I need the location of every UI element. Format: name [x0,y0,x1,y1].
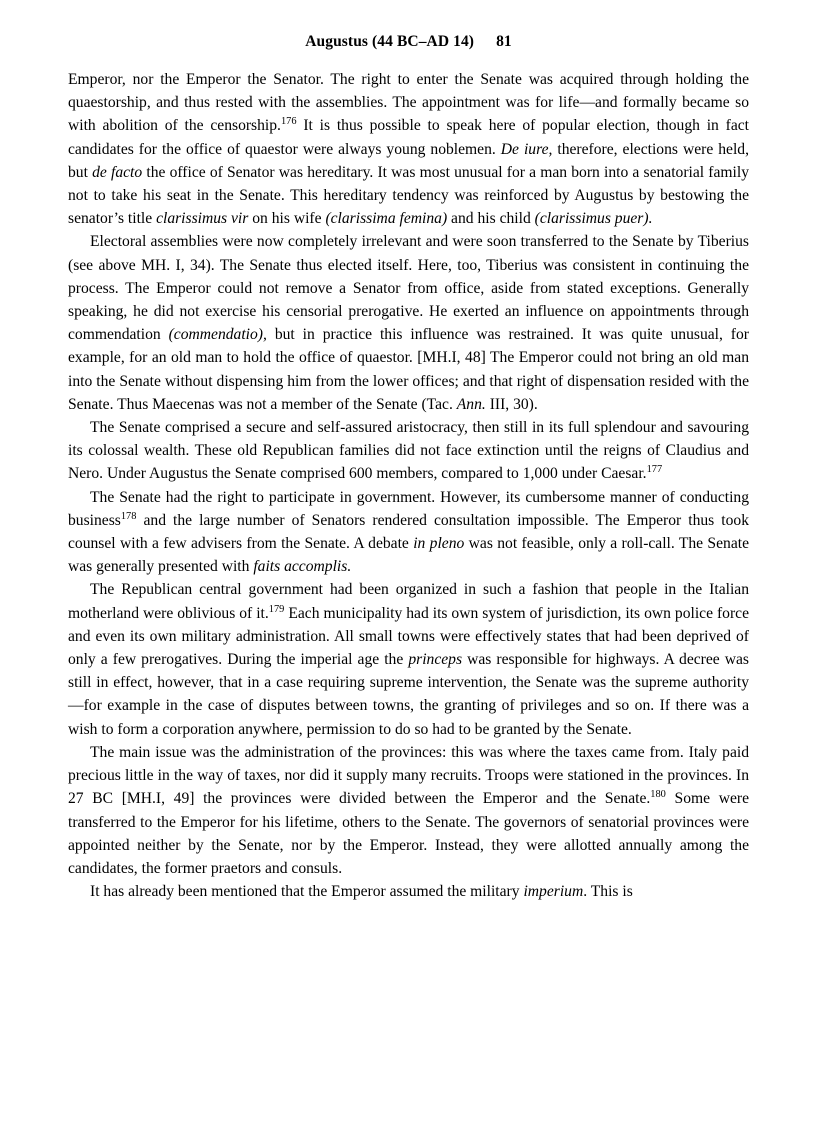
text-run: The Republican central government had been organized in such a fashion that people in the Italian motherland were oblivious of it. [68,581,749,622]
text-run: The main issue was the administration of the provinces: this was where the taxes came from. Italy paid precious little in the way of taxes, nor did it supply many recruits. Troops were stationed in the provinces. In 27 BC [MH.I, 49] the provinces were divided between the Emperor and the Senate. [68,743,749,808]
para-electoral-assemblies [68,230,749,416]
text-run: but in practice this influence was restrained. It was quite unusual, for example, for an old man to hold the office of quaestor. [MH.I, 48] The Emperor could not bring an old man into the Senate without dispensing him from the lower offices; and that right of dispensation resided with the Senate. Thus Maecenas was not a member of the Senate (Tac. [68,326,749,413]
footnote-marker: 180 [650,789,666,801]
body-text-column [68,68,749,903]
footnote-marker: 179 [268,603,285,615]
text-run: on his wife [248,210,326,228]
para-republican-government [68,578,749,740]
text-run: Electoral assemblies were now completely irrelevant and were soon transferred to the Senate by Tiberius (see above MH. I, 34). The Senate thus elected itself. Here, too, Tiberius was consistent in continuing the process. The Emperor could not remove a Senator from office, aside from stated exceptions. Generally speaking, he did not exercise his censorial prerogative. He exerted an influence on appointments through commendation [68,233,749,344]
text-run: and the large number of Senators rendered consultation impossible. The Emperor thus took counsel with a few advisers from the Senate. A debate [68,511,749,553]
text-run: was responsible for highways. A decree was still in effect, however, that in a case requiring supreme intervention, the Senate was the supreme authority—for example in the case of disputes between towns, the granting of privileges and so on. If there was a wish to form a corporation anywhere, permission to do so had to be granted by the Senate. [68,651,750,738]
running-header [68,33,749,51]
footnote-marker: 178 [120,510,137,522]
text-run: Emperor, nor the Emperor the Senator. The right to enter the Senate was acquired through holding the quaestorship, and thus rested with the assemblies. The appointment was for life—and formally became so with abolition of the censorship. [68,71,749,135]
page-number: 81 [496,33,512,50]
italic-phrase: (clarissima femina) [325,210,448,228]
footnote-marker: 176 [280,116,297,128]
text-run: was not feasible, only a roll-call. The Senate was generally presented with [68,535,749,576]
text-run: It is thus possible to speak here of popular election, though in fact candidates for the office of quaestor were always young noblemen. [68,117,749,158]
italic-phrase: Ann. [456,395,486,413]
text-run: III, 30). [485,395,538,413]
italic-phrase: clarissimus vir [156,210,249,228]
italic-phrase: De iure, [500,140,553,158]
italic-phrase: de facto [92,163,143,181]
para-provinces-administration [68,741,749,880]
italic-phrase: princeps [408,651,463,669]
italic-phrase: imperium [523,883,584,901]
text-run: Each municipality had its own system of jurisdiction, its own police force and even its own military administration. All small towns were effectively states that had been deprived of only a few prerogatives. During the imperial age the [68,604,749,669]
para-senate-entry [68,68,749,230]
text-run: the office of Senator was hereditary. It was most unusual for a man born into a senatorial family not to take his seat in the Senate. This hereditary tendency was reinforced by Augustus by bestowing the senator’s title [68,163,750,228]
text-run: Some were transferred to the Emperor for his lifetime, others to the Senate. The governors of senatorial provinces were appointed neither by the Senate, nor by the Emperor. Instead, they were allotted annually among the candidates, the former praetors and consuls. [68,790,749,877]
para-military-imperium [68,880,749,903]
text-run: therefore, elections were held, but [68,140,749,181]
running-header-title: Augustus (44 BC–AD 14) [305,33,475,50]
italic-phrase: (clarissimus puer). [534,210,653,228]
text-run: . This is [583,883,633,901]
footnote-marker: 177 [646,464,663,476]
italic-phrase: in pleno [413,535,465,553]
text-run: It has already been mentioned that the Emperor assumed the military [90,883,524,901]
para-senate-aristocracy [68,416,749,486]
para-senate-government [68,486,749,579]
italic-phrase: faits accomplis. [253,558,352,576]
text-run: The Senate had the right to participate in government. However, its cumbersome manner of conducting business [68,488,749,529]
italic-phrase: (commendatio), [168,326,267,344]
text-run: The Senate comprised a secure and self-assured aristocracy, then still in its full splendour and savouring its colossal wealth. These old Republican families did not face extinction until the reigns of Claudius and Nero. Under Augustus the Senate comprised 600 members, compared to 1,000 under Caesar. [68,419,749,483]
text-run: and his child [447,210,535,228]
